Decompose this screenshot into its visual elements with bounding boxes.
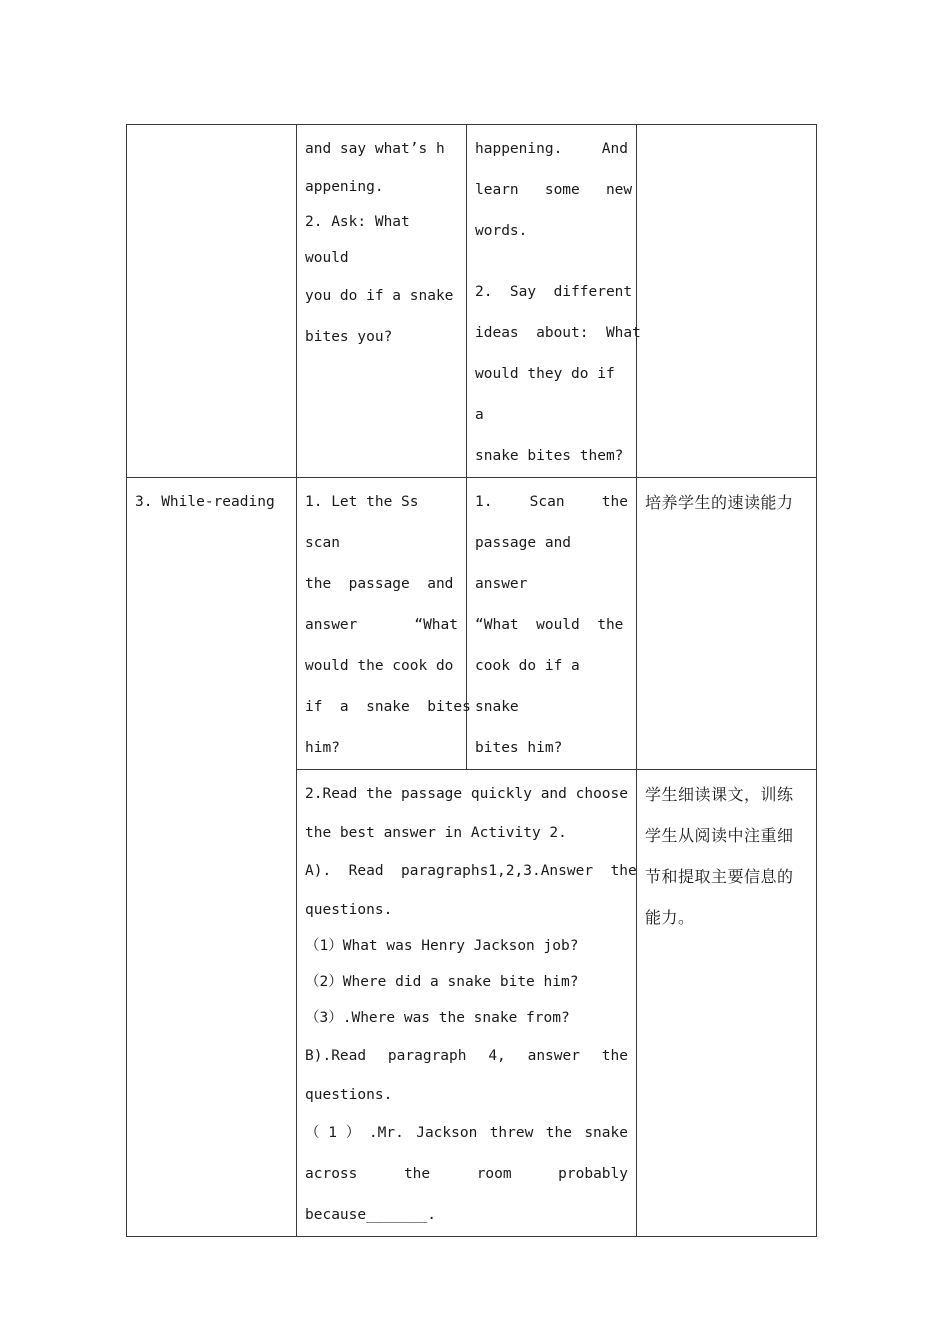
text-line: the passage and xyxy=(305,576,454,592)
text-line: him? xyxy=(305,740,340,756)
text-line: ideas about: What xyxy=(475,325,641,341)
text-word: And xyxy=(601,141,628,157)
text-line: would the cook do xyxy=(305,658,454,674)
text-word: the xyxy=(545,1125,572,1141)
purpose-cell xyxy=(637,125,817,478)
text-line xyxy=(305,851,637,892)
text-line: cook do if a snake xyxy=(475,658,580,715)
text-line: because_______. xyxy=(305,1207,436,1223)
question-line: （2）Where did a snake bite him? xyxy=(305,974,579,990)
text-word: 1. xyxy=(475,494,493,510)
lesson-plan-table xyxy=(126,124,817,1237)
question-line: （3）.Where was the snake from? xyxy=(305,1010,570,1026)
text-word: answer xyxy=(527,1048,580,1064)
text-word: “What xyxy=(414,617,458,633)
text-line: snake bites them? xyxy=(475,448,624,464)
teacher-activity-cell xyxy=(297,478,471,770)
text-line: “What would the xyxy=(475,617,624,633)
text-word: 4, xyxy=(488,1048,506,1064)
text-word: snake xyxy=(584,1125,628,1141)
spacer xyxy=(475,252,628,272)
text-word: across xyxy=(305,1166,358,1182)
text-line: passage and answer xyxy=(475,535,572,592)
text-word: Answer the xyxy=(540,863,637,879)
purpose-cell xyxy=(637,770,817,1237)
stage-cell xyxy=(127,125,297,478)
text-word: the xyxy=(601,1048,628,1064)
question-line: （1）What was Henry Jackson job? xyxy=(305,938,579,954)
text-line xyxy=(305,605,458,646)
text-line: and say what’s h xyxy=(305,141,445,157)
purpose-text: 学生细读课文，训练 xyxy=(645,785,794,804)
text-word: probably xyxy=(558,1166,628,1182)
purpose-text: 学生从阅读中注重细 xyxy=(645,826,794,845)
text-line: 2.Read the passage quickly and choose xyxy=(305,786,629,802)
text-line: questions. xyxy=(305,902,393,918)
text-word: the xyxy=(403,1166,431,1182)
student-activity-cell xyxy=(467,125,641,478)
text-word: threw xyxy=(489,1125,534,1141)
text-line: bites you? xyxy=(305,329,393,345)
purpose-text: 能力。 xyxy=(645,908,695,927)
student-activity-cell xyxy=(467,478,637,770)
text-line: you do if a snake xyxy=(305,288,454,304)
text-word: the xyxy=(601,494,628,510)
stage-cell xyxy=(127,478,297,1237)
text-line: 2. Say different xyxy=(475,284,633,300)
merged-activity-cell xyxy=(297,770,637,1237)
text-line: if a snake bites xyxy=(305,699,471,715)
text-line: would they do if a xyxy=(475,366,615,423)
text-word: happening. xyxy=(475,141,563,157)
text-line xyxy=(475,482,628,523)
table-row xyxy=(127,125,817,478)
text-line: appening. xyxy=(305,179,384,195)
text-word: Jackson xyxy=(416,1125,478,1141)
text-line: 2. Ask: What would xyxy=(305,214,410,266)
text-word: answer xyxy=(305,617,358,633)
text-line: the best answer in Activity 2. xyxy=(305,825,567,841)
text-line: learn some new xyxy=(475,182,633,198)
text-line xyxy=(305,1036,628,1077)
stage-label: 3. While-reading xyxy=(135,494,275,510)
text-line: words. xyxy=(475,223,528,239)
table-row xyxy=(127,478,817,770)
purpose-cell xyxy=(637,478,817,770)
text-word: （ 1 ） .Mr. xyxy=(305,1125,404,1141)
text-word: paragraph xyxy=(387,1048,467,1064)
text-word: room xyxy=(476,1166,512,1182)
purpose-text: 节和提取主要信息的 xyxy=(645,867,794,886)
text-line: 1. Let the Ss scan xyxy=(305,494,419,551)
text-line xyxy=(305,1154,628,1195)
text-line: bites him? xyxy=(475,740,563,756)
text-line xyxy=(475,129,628,170)
teacher-activity-cell xyxy=(297,125,467,478)
text-line xyxy=(305,1113,628,1154)
purpose-text: 培养学生的速读能力 xyxy=(645,493,794,512)
text-word: Scan xyxy=(529,494,565,510)
text-word: A). Read paragraphs1,2,3. xyxy=(305,863,541,879)
text-line: questions. xyxy=(305,1087,393,1103)
text-word: B).Read xyxy=(305,1048,367,1064)
